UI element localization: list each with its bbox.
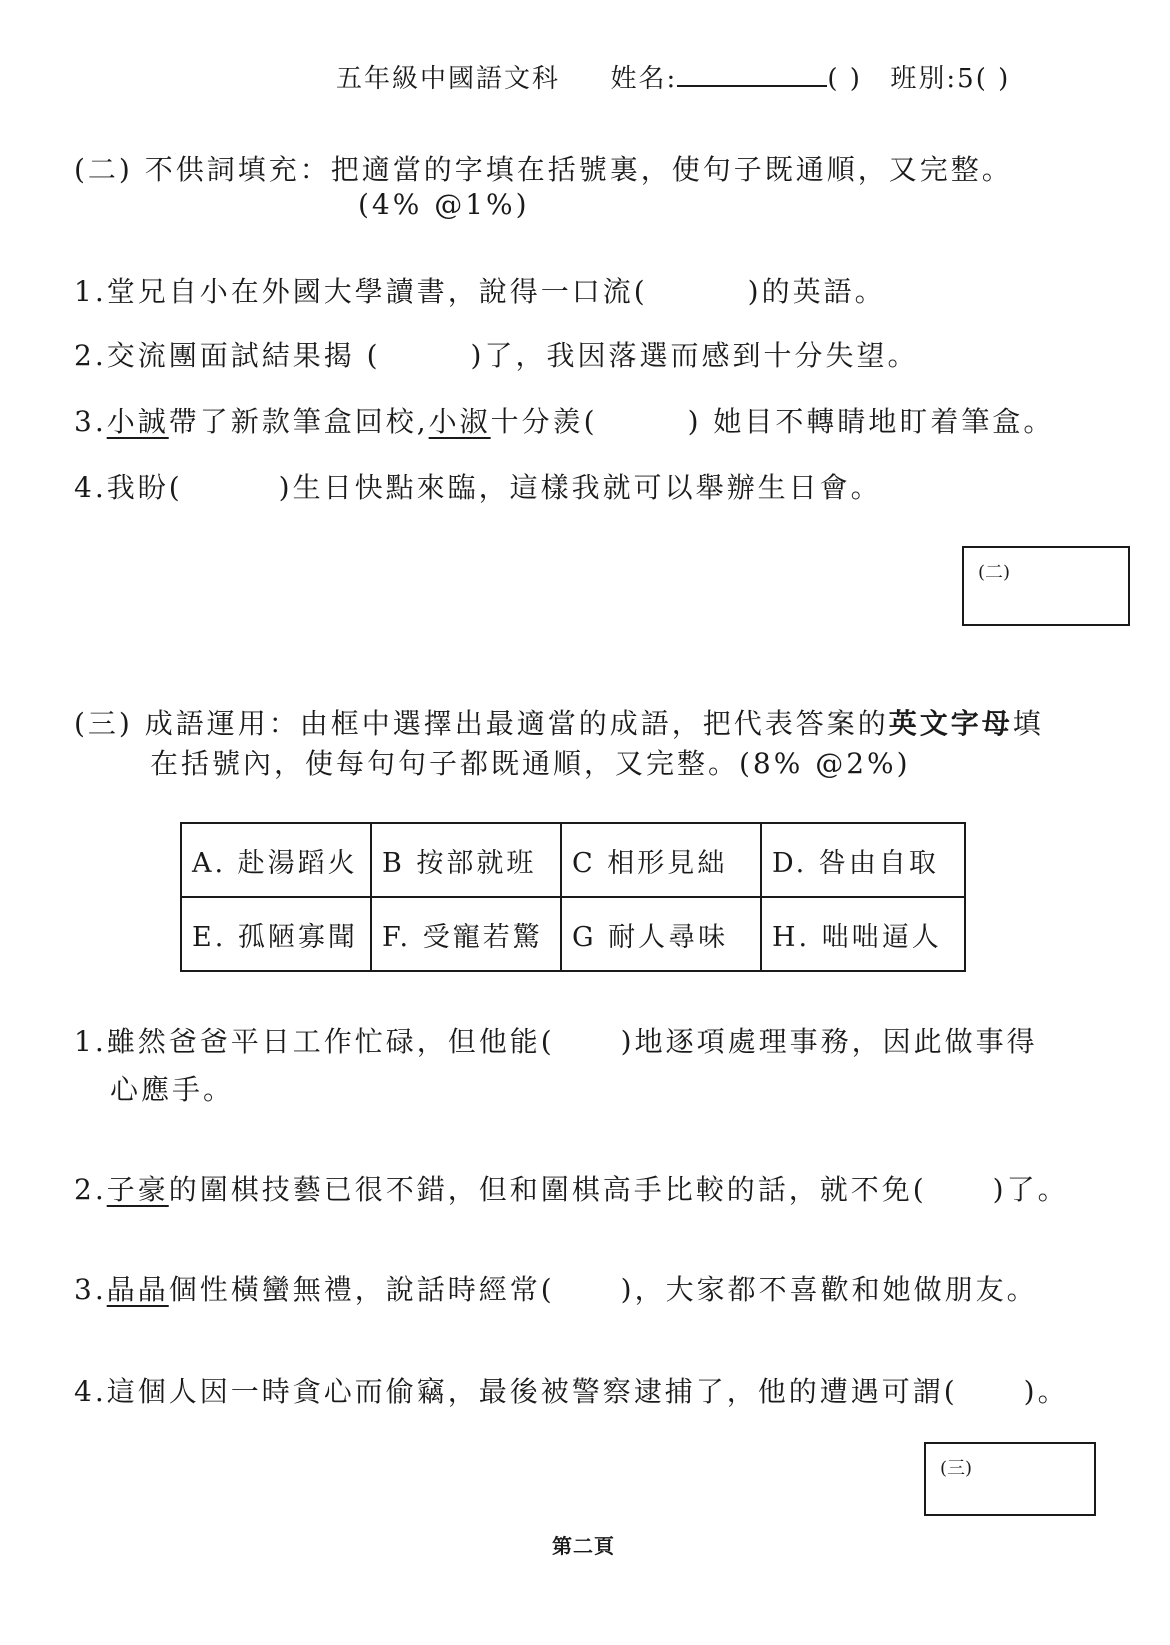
section3-title-line2: 在括號內，使每句句子都既通順，又完整。(8% @2%) — [150, 747, 911, 780]
section2-question-1: 1.堂兄自小在外國大學讀書，說得一口流( )的英語。 — [74, 275, 886, 308]
idiom-option-b: B 按部就班 — [371, 823, 561, 897]
idiom-option-a: A. 赴湯蹈火 — [181, 823, 371, 897]
section3-question-1: 1.雖然爸爸平日工作忙碌，但他能( )地逐項處理事務，因此做事得 — [74, 1025, 1038, 1058]
name-label: 姓名: — [610, 64, 678, 94]
section3-title: (三) 成語運用：由框中選擇出最適當的成語，把代表答案的英文字母填 — [74, 707, 1044, 740]
class-field[interactable]: 班別:5( ) — [890, 64, 1011, 94]
score-box-label: (三) — [940, 1458, 973, 1479]
idiom-option-c: C 相形見絀 — [561, 823, 761, 897]
table-row — [181, 897, 965, 971]
section2-question-4: 4.我盼( )生日快點來臨，這樣我就可以舉辦生日會。 — [74, 471, 882, 504]
section2-question-3: 3.小誠帶了新款筆盒回校,小淑十分羨( ) 她目不轉睛地盯着筆盒。 — [74, 405, 1055, 438]
emphasis-text: 英文字母 — [888, 707, 1013, 740]
proper-name: 子豪 — [106, 1173, 169, 1206]
section3-question-4: 4.這個人因一時貪心而偷竊，最後被警察逮捕了，他的遭遇可謂( )。 — [74, 1375, 1069, 1408]
idiom-option-g: G 耐人尋味 — [561, 897, 761, 971]
score-box-label: (二) — [978, 562, 1011, 583]
section3-question-3: 3.晶晶個性橫蠻無禮，說話時經常( )，大家都不喜歡和她做朋友。 — [74, 1273, 1038, 1306]
proper-name: 小誠 — [106, 405, 169, 438]
idiom-option-e: E. 孤陋寡聞 — [181, 897, 371, 971]
section3-question-2: 2.子豪的圍棋技藝已很不錯，但和圍棋高手比較的話，就不免( )了。 — [74, 1173, 1069, 1206]
section3-score-box[interactable] — [924, 1442, 1096, 1516]
section3-question-1-line2: 心應手。 — [110, 1073, 235, 1106]
section2-score-box[interactable] — [962, 546, 1130, 626]
table-row — [181, 823, 965, 897]
section2-marks: (4% @1%) — [358, 188, 530, 221]
section2-title: (二) 不供詞填充：把適當的字填在括號裏，使句子既通順，又完整。 — [74, 153, 1013, 186]
proper-name: 晶晶 — [106, 1273, 169, 1306]
section2-question-2: 2.交流團面試結果揭 ( )了，我因落選而感到十分失望。 — [74, 339, 919, 372]
idiom-option-f: F. 受寵若驚 — [371, 897, 561, 971]
idiom-option-d: D. 咎由自取 — [761, 823, 965, 897]
proper-name: 小淑 — [428, 405, 491, 438]
idiom-choice-table — [180, 822, 966, 972]
idiom-option-h: H. 咄咄逼人 — [761, 897, 965, 971]
class-number-field[interactable]: ( ) — [827, 64, 862, 94]
worksheet-header — [336, 58, 1010, 95]
name-blank[interactable] — [677, 63, 827, 87]
page-number: 第二頁 — [552, 1534, 615, 1558]
subject-title: 五年級中國語文科 — [336, 64, 561, 94]
